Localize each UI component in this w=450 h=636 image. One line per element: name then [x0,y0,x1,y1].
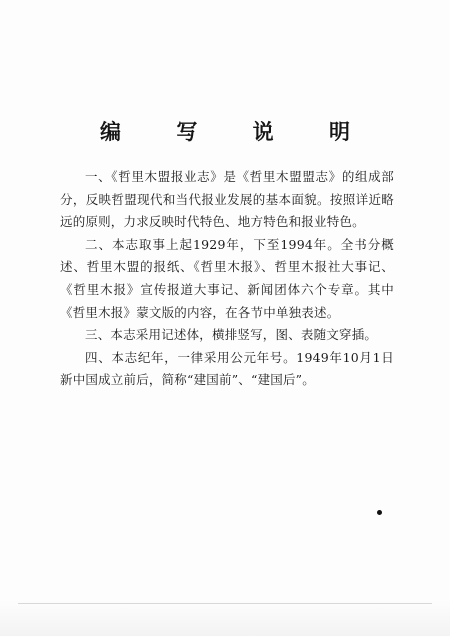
paragraph-4: 四、本志纪年，一律采用公元年号。1949年10月1日新中国成立前后，简称“建国前”、“建国后”。 [60,349,394,388]
page-title: 编 写 说 明 [100,119,374,144]
body-text [60,166,394,392]
scan-line [18,603,432,604]
paragraph-1: 一、《哲里木盟报业志》是《哲里木盟盟志》的组成部分，反映哲盟现代和当代报业发展的基本面貌。按照详近略远的原则，力求反映时代特色、地方特色和报业特色。 [60,169,394,230]
ink-dot [377,510,382,515]
paragraph-3: 三、本志采用记述体，横排竖写，图、表随文穿插。 [85,327,378,343]
scan-bottom-edge [0,600,450,636]
paragraph-2: 二、本志取事上起1929年，下至1994年。全书分概述、哲里木盟的报纸、《哲里木报》、哲里木报社大事记、《哲里木报》宣传报道大事记、新闻团体六个专章。其中《哲里木报》蒙文版的内容，在各节中单独表述。 [60,236,394,320]
